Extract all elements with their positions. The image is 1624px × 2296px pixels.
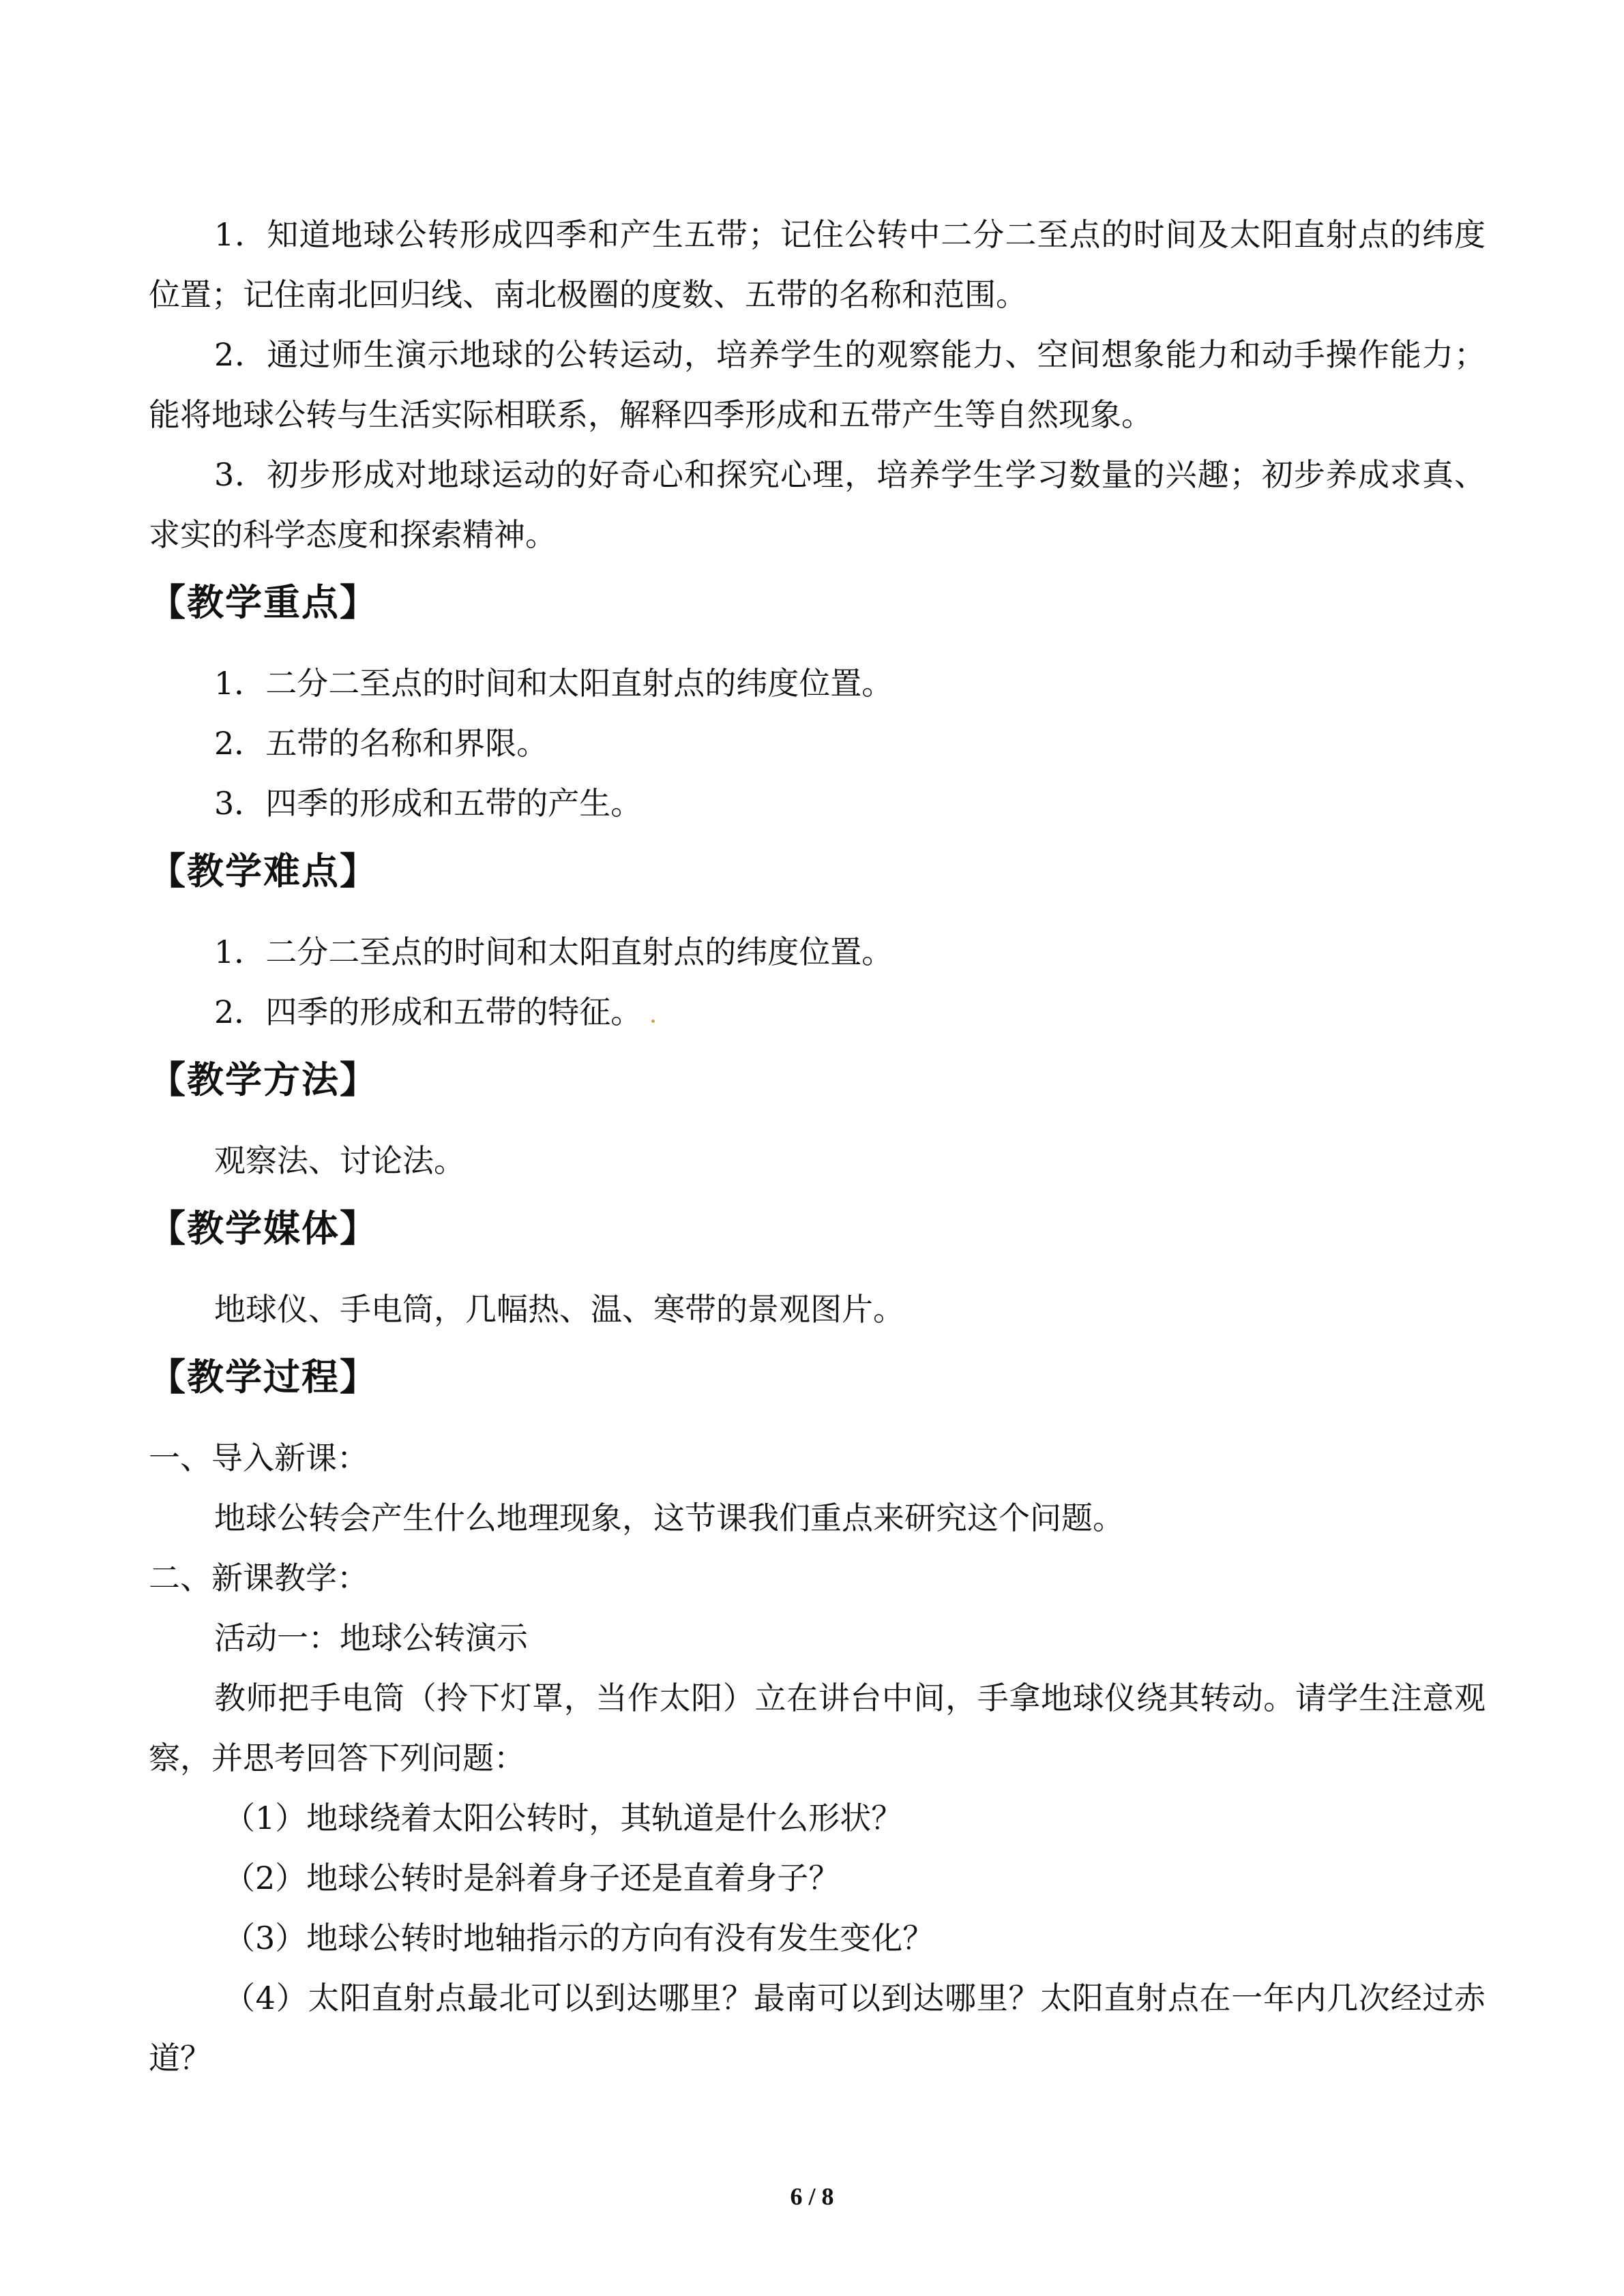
key-points-heading: 【教学重点】 [149, 581, 378, 624]
difficulties-section [149, 841, 1486, 1042]
key-point-3: 3．四季的形成和五带的产生。 [214, 785, 643, 822]
process-heading: 【教学过程】 [149, 1356, 378, 1399]
key-points-section [149, 573, 1486, 833]
objective-3: 3．初步形成对地球运动的好奇心和探究心理，培养学生学习数量的兴趣；初步养成求真、求实的科学态度和探索精神。 [149, 456, 1486, 553]
difficulty-2-line [149, 982, 1486, 1042]
methods-section [149, 1050, 1486, 1191]
difficulties-heading: 【教学难点】 [149, 850, 378, 893]
methods-heading: 【教学方法】 [149, 1058, 378, 1101]
media-heading: 【教学媒体】 [149, 1207, 378, 1250]
activity-title: 活动一：地球公转演示 [214, 1620, 528, 1656]
key-point-2: 2．五带的名称和界限。 [214, 725, 548, 762]
objective-2: 2．通过师生演示地球的公转运动，培养学生的观察能力、空间想象能力和动手操作能力；能将地球公转与生活实际相联系，解释四季形成和五带产生等自然现象。 [149, 336, 1486, 433]
objective-1: 1．知道地球公转形成四季和产生五带；记住公转中二分二至点的时间及太阳直射点的纬度位置；记住南北回归线、南北极圈的度数、五带的名称和范围。 [149, 216, 1486, 313]
methods-text: 观察法、讨论法。 [214, 1142, 465, 1179]
difficulty-1: 1．二分二至点的时间和太阳直射点的纬度位置。 [214, 934, 894, 970]
question-1: （1）地球绕着太阳公转时，其轨道是什么形状？ [224, 1800, 903, 1836]
activity-text: 教师把手电筒（拎下灯罩，当作太阳）立在讲台中间，手拿地球仪绕其转动。请学生注意观察，并思考回答下列问题： [149, 1680, 1486, 1776]
question-3: （3）地球公转时地轴指示的方向有没有发生变化？ [224, 1920, 934, 1956]
process-part2-title: 二、新课教学： [149, 1560, 368, 1596]
question-2: （2）地球公转时是斜着身子还是直着身子？ [224, 1860, 840, 1896]
process-part1-title: 一、导入新课： [149, 1440, 368, 1476]
difficulty-2: 2．四季的形成和五带的特征。 [214, 994, 643, 1030]
media-section [149, 1199, 1486, 1339]
key-point-1: 1．二分二至点的时间和太阳直射点的纬度位置。 [214, 665, 894, 702]
document-content [149, 205, 1486, 2088]
objectives-section [149, 205, 1486, 565]
question-4: （4）太阳直射点最北可以到达哪里？最南可以到达哪里？太阳直射点在一年内几次经过赤道？ [149, 1980, 1486, 2076]
process-part1-text: 地球公转会产生什么地理现象，这节课我们重点来研究这个问题。 [214, 1500, 1124, 1536]
page-number: 6 / 8 [790, 2183, 834, 2210]
media-text: 地球仪、手电筒，几幅热、温、寒带的景观图片。 [214, 1291, 904, 1328]
process-section [149, 1347, 1486, 2088]
stray-mark [651, 1019, 655, 1023]
